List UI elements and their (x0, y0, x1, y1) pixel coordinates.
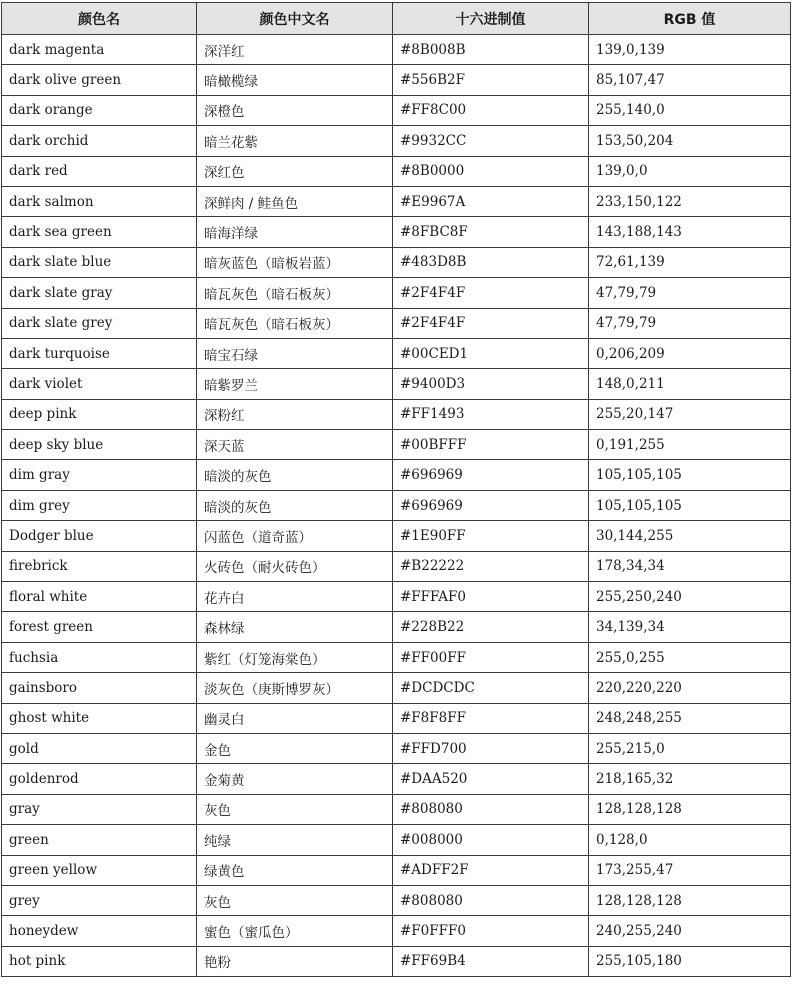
chinese-name-cell: 花卉白 (197, 582, 393, 612)
hex-value-cell: #808080 (393, 885, 589, 915)
hex-value-cell: #E9967A (393, 186, 589, 216)
chinese-name-cell: 金色 (197, 733, 393, 763)
table-row (2, 825, 791, 855)
rgb-value-cell: 255,0,255 (589, 642, 791, 672)
table-row (2, 733, 791, 763)
rgb-value-cell: 139,0,139 (589, 35, 791, 65)
table-row (2, 186, 791, 216)
rgb-value-cell: 255,20,147 (589, 399, 791, 429)
color-name-cell: dim grey (2, 490, 197, 520)
table-row (2, 612, 791, 642)
hex-value-cell: #FFD700 (393, 733, 589, 763)
hex-value-cell: #ADFF2F (393, 855, 589, 885)
color-name-cell: ghost white (2, 703, 197, 733)
header-row (2, 3, 791, 35)
chinese-name-cell: 蜜色（蜜瓜色） (197, 916, 393, 946)
table-row (2, 247, 791, 277)
chinese-name-cell: 暗橄榄绿 (197, 65, 393, 95)
hex-value-cell: #1E90FF (393, 521, 589, 551)
rgb-value-cell: 34,139,34 (589, 612, 791, 642)
table-row (2, 35, 791, 65)
chinese-name-cell: 暗淡的灰色 (197, 490, 393, 520)
rgb-value-cell: 72,61,139 (589, 247, 791, 277)
table-row (2, 126, 791, 156)
rgb-value-cell: 128,128,128 (589, 885, 791, 915)
table-row (2, 460, 791, 490)
hex-value-cell: #8B008B (393, 35, 589, 65)
chinese-name-cell: 暗紫罗兰 (197, 369, 393, 399)
color-table (1, 2, 791, 977)
chinese-name-cell: 深洋红 (197, 35, 393, 65)
color-name-cell: dark sea green (2, 217, 197, 247)
hex-value-cell: #9400D3 (393, 369, 589, 399)
table-row (2, 521, 791, 551)
table-row (2, 490, 791, 520)
rgb-value-cell: 248,248,255 (589, 703, 791, 733)
color-name-cell: gray (2, 794, 197, 824)
hex-value-cell: #DCDCDC (393, 673, 589, 703)
chinese-name-cell: 闪蓝色（道奇蓝） (197, 521, 393, 551)
chinese-name-cell: 灰色 (197, 885, 393, 915)
header-rgb-value: RGB 值 (589, 3, 791, 35)
table-row (2, 95, 791, 125)
color-name-cell: gainsboro (2, 673, 197, 703)
chinese-name-cell: 暗海洋绿 (197, 217, 393, 247)
hex-value-cell: #8FBC8F (393, 217, 589, 247)
color-name-cell: dark orange (2, 95, 197, 125)
rgb-value-cell: 220,220,220 (589, 673, 791, 703)
chinese-name-cell: 纯绿 (197, 825, 393, 855)
hex-value-cell: #008000 (393, 825, 589, 855)
chinese-name-cell: 暗瓦灰色（暗石板灰） (197, 308, 393, 338)
rgb-value-cell: 47,79,79 (589, 278, 791, 308)
table-row (2, 399, 791, 429)
table-row (2, 278, 791, 308)
rgb-value-cell: 105,105,105 (589, 460, 791, 490)
chinese-name-cell: 深红色 (197, 156, 393, 186)
color-name-cell: dark magenta (2, 35, 197, 65)
hex-value-cell: #00BFFF (393, 430, 589, 460)
color-name-cell: dark turquoise (2, 338, 197, 368)
table-row (2, 855, 791, 885)
color-name-cell: grey (2, 885, 197, 915)
color-name-cell: dark olive green (2, 65, 197, 95)
rgb-value-cell: 128,128,128 (589, 794, 791, 824)
table-row (2, 703, 791, 733)
table-row (2, 642, 791, 672)
hex-value-cell: #696969 (393, 490, 589, 520)
table-row (2, 794, 791, 824)
chinese-name-cell: 深粉红 (197, 399, 393, 429)
rgb-value-cell: 218,165,32 (589, 764, 791, 794)
hex-value-cell: #808080 (393, 794, 589, 824)
rgb-value-cell: 178,34,34 (589, 551, 791, 581)
color-name-cell: hot pink (2, 946, 197, 976)
hex-value-cell: #556B2F (393, 65, 589, 95)
chinese-name-cell: 幽灵白 (197, 703, 393, 733)
rgb-value-cell: 47,79,79 (589, 308, 791, 338)
color-name-cell: dim gray (2, 460, 197, 490)
chinese-name-cell: 暗淡的灰色 (197, 460, 393, 490)
color-name-cell: gold (2, 733, 197, 763)
chinese-name-cell: 灰色 (197, 794, 393, 824)
rgb-value-cell: 0,191,255 (589, 430, 791, 460)
color-name-cell: deep sky blue (2, 430, 197, 460)
chinese-name-cell: 暗兰花紫 (197, 126, 393, 156)
table-row (2, 551, 791, 581)
table-row (2, 156, 791, 186)
rgb-value-cell: 233,150,122 (589, 186, 791, 216)
header-color-name: 颜色名 (2, 3, 197, 35)
rgb-value-cell: 173,255,47 (589, 855, 791, 885)
rgb-value-cell: 255,215,0 (589, 733, 791, 763)
table-row (2, 369, 791, 399)
chinese-name-cell: 暗宝石绿 (197, 338, 393, 368)
hex-value-cell: #483D8B (393, 247, 589, 277)
color-name-cell: Dodger blue (2, 521, 197, 551)
hex-value-cell: #FFFAF0 (393, 582, 589, 612)
hex-value-cell: #8B0000 (393, 156, 589, 186)
color-name-cell: dark salmon (2, 186, 197, 216)
hex-value-cell: #00CED1 (393, 338, 589, 368)
chinese-name-cell: 暗灰蓝色（暗板岩蓝） (197, 247, 393, 277)
color-name-cell: green yellow (2, 855, 197, 885)
rgb-value-cell: 105,105,105 (589, 490, 791, 520)
chinese-name-cell: 绿黄色 (197, 855, 393, 885)
table-row (2, 308, 791, 338)
hex-value-cell: #FF8C00 (393, 95, 589, 125)
rgb-value-cell: 143,188,143 (589, 217, 791, 247)
table-row (2, 217, 791, 247)
hex-value-cell: #B22222 (393, 551, 589, 581)
table-row (2, 430, 791, 460)
hex-value-cell: #DAA520 (393, 764, 589, 794)
rgb-value-cell: 0,128,0 (589, 825, 791, 855)
table-row (2, 916, 791, 946)
color-name-cell: dark slate grey (2, 308, 197, 338)
rgb-value-cell: 139,0,0 (589, 156, 791, 186)
chinese-name-cell: 金菊黄 (197, 764, 393, 794)
color-name-cell: dark orchid (2, 126, 197, 156)
color-name-cell: firebrick (2, 551, 197, 581)
color-name-cell: dark violet (2, 369, 197, 399)
hex-value-cell: #2F4F4F (393, 308, 589, 338)
hex-value-cell: #9932CC (393, 126, 589, 156)
chinese-name-cell: 深橙色 (197, 95, 393, 125)
color-name-cell: floral white (2, 582, 197, 612)
color-name-cell: dark slate gray (2, 278, 197, 308)
rgb-value-cell: 255,105,180 (589, 946, 791, 976)
rgb-value-cell: 255,140,0 (589, 95, 791, 125)
hex-value-cell: #FF1493 (393, 399, 589, 429)
table-row (2, 582, 791, 612)
chinese-name-cell: 暗瓦灰色（暗石板灰） (197, 278, 393, 308)
table-body (2, 35, 791, 977)
table-row (2, 885, 791, 915)
color-name-cell: dark slate blue (2, 247, 197, 277)
rgb-value-cell: 153,50,204 (589, 126, 791, 156)
color-name-cell: dark red (2, 156, 197, 186)
color-name-cell: forest green (2, 612, 197, 642)
table-row (2, 673, 791, 703)
chinese-name-cell: 淡灰色（庚斯博罗灰） (197, 673, 393, 703)
rgb-value-cell: 0,206,209 (589, 338, 791, 368)
hex-value-cell: #F0FFF0 (393, 916, 589, 946)
table-row (2, 946, 791, 976)
rgb-value-cell: 255,250,240 (589, 582, 791, 612)
header-hex-value: 十六进制值 (393, 3, 589, 35)
color-name-cell: green (2, 825, 197, 855)
chinese-name-cell: 紫红（灯笼海棠色） (197, 642, 393, 672)
hex-value-cell: #FF00FF (393, 642, 589, 672)
chinese-name-cell: 森林绿 (197, 612, 393, 642)
hex-value-cell: #2F4F4F (393, 278, 589, 308)
hex-value-cell: #F8F8FF (393, 703, 589, 733)
color-name-cell: goldenrod (2, 764, 197, 794)
rgb-value-cell: 85,107,47 (589, 65, 791, 95)
header-chinese-name: 颜色中文名 (197, 3, 393, 35)
rgb-value-cell: 30,144,255 (589, 521, 791, 551)
table-header (2, 3, 791, 35)
table-row (2, 764, 791, 794)
color-name-cell: deep pink (2, 399, 197, 429)
rgb-value-cell: 240,255,240 (589, 916, 791, 946)
table-row (2, 65, 791, 95)
color-name-cell: honeydew (2, 916, 197, 946)
chinese-name-cell: 艳粉 (197, 946, 393, 976)
chinese-name-cell: 深天蓝 (197, 430, 393, 460)
color-name-cell: fuchsia (2, 642, 197, 672)
rgb-value-cell: 148,0,211 (589, 369, 791, 399)
hex-value-cell: #696969 (393, 460, 589, 490)
hex-value-cell: #228B22 (393, 612, 589, 642)
table-row (2, 338, 791, 368)
hex-value-cell: #FF69B4 (393, 946, 589, 976)
chinese-name-cell: 深鲜肉 / 鲑鱼色 (197, 186, 393, 216)
chinese-name-cell: 火砖色（耐火砖色） (197, 551, 393, 581)
